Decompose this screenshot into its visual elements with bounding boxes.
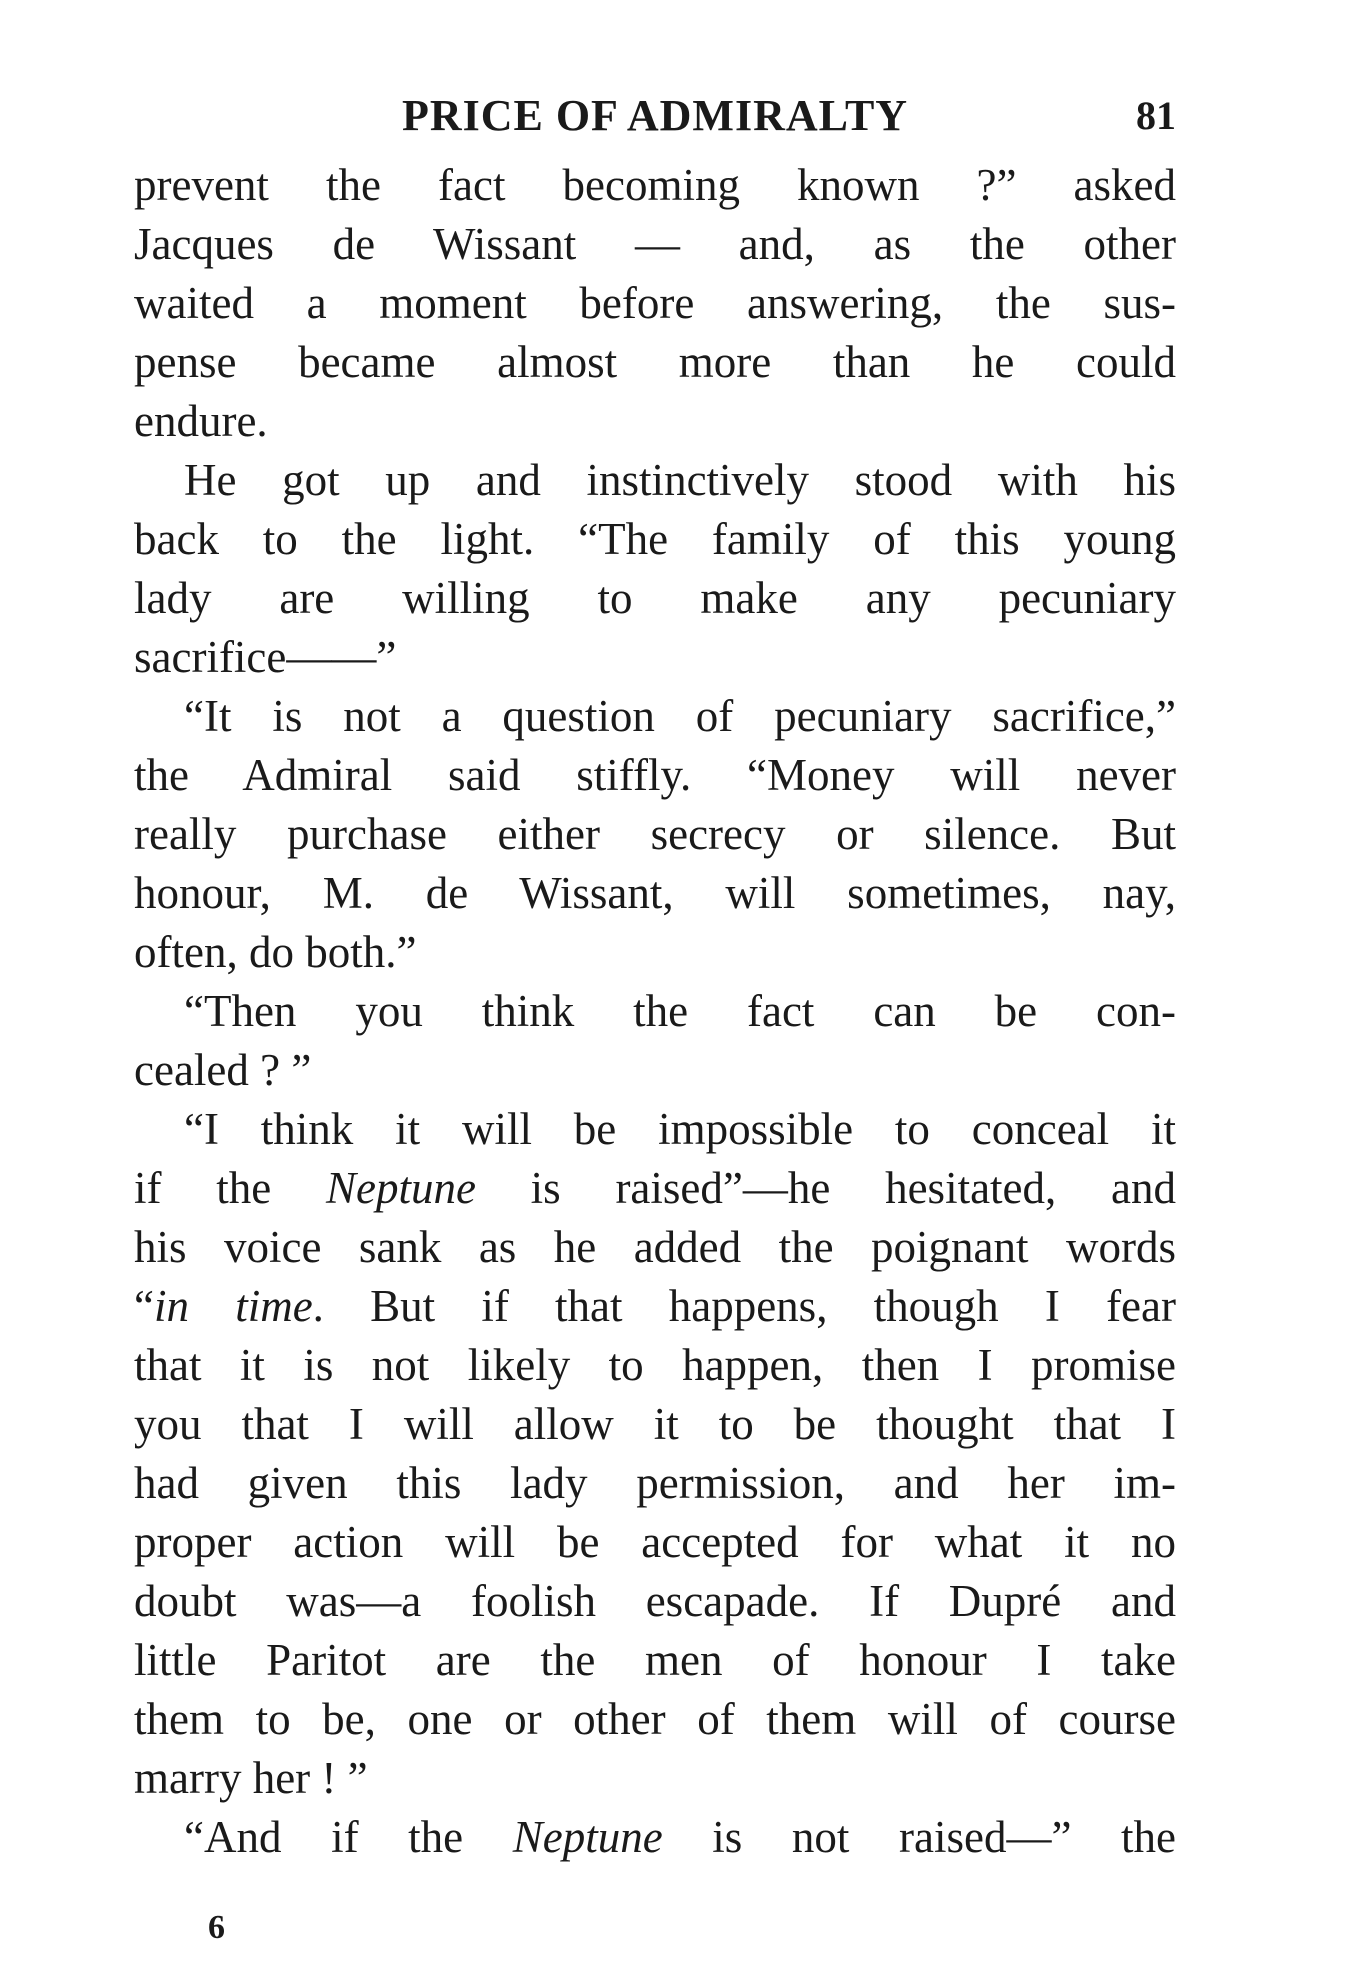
text-line: “It is not a question of pecuniary sacrifice,” <box>184 691 1176 741</box>
text-line: cealed ? ” <box>134 1045 312 1095</box>
text-line: “Then you think the fact can be con- <box>184 986 1176 1036</box>
text-line: the Admiral said stiffly. “Money will never <box>134 750 1176 800</box>
text-line: lady are willing to make any pecuniary <box>134 573 1176 623</box>
text-line: if the Neptune is raised”—he hesitated, and <box>134 1163 1176 1213</box>
text-line: Jacques de Wissant — and, as the other <box>134 219 1176 269</box>
text-line: marry her ! ” <box>134 1753 368 1803</box>
running-title: PRICE OF ADMIRALTY <box>401 91 909 140</box>
text-line: had given this lady permission, and her im- <box>134 1458 1176 1508</box>
running-head <box>134 88 1176 144</box>
page-number: 81 <box>1136 93 1176 138</box>
text-line: waited a moment before answering, the sus- <box>134 278 1176 328</box>
text-line: his voice sank as he added the poignant words <box>134 1222 1176 1272</box>
text-line: “in time. But if that happens, though I fear <box>134 1281 1176 1331</box>
text-line: little Paritot are the men of honour I take <box>134 1635 1176 1685</box>
text-line: He got up and instinctively stood with his <box>184 455 1176 505</box>
text-line: doubt was—a foolish escapade. If Dupré and <box>134 1576 1176 1626</box>
text-line: you that I will allow it to be thought that I <box>134 1399 1176 1449</box>
text-line: pense became almost more than he could <box>134 337 1176 387</box>
text-line: sacrifice——” <box>134 632 397 682</box>
text-line: proper action will be accepted for what it no <box>134 1517 1176 1567</box>
text-line: “And if the Neptune is not raised—” the <box>184 1812 1176 1862</box>
text-line: them to be, one or other of them will of course <box>134 1694 1176 1744</box>
signature-mark: 6 <box>208 1909 225 1946</box>
text-line: that it is not likely to happen, then I promise <box>134 1340 1176 1390</box>
body-text <box>134 156 1176 1867</box>
text-line: “I think it will be impossible to conceal it <box>184 1104 1176 1154</box>
text-line: prevent the fact becoming known ?” asked <box>134 160 1176 210</box>
text-line: honour, M. de Wissant, will sometimes, nay, <box>134 868 1176 918</box>
text-line: endure. <box>134 396 268 446</box>
text-line: really purchase either secrecy or silence. But <box>134 809 1176 859</box>
text-line: back to the light. “The family of this young <box>134 514 1176 564</box>
text-line: often, do both.” <box>134 927 417 977</box>
